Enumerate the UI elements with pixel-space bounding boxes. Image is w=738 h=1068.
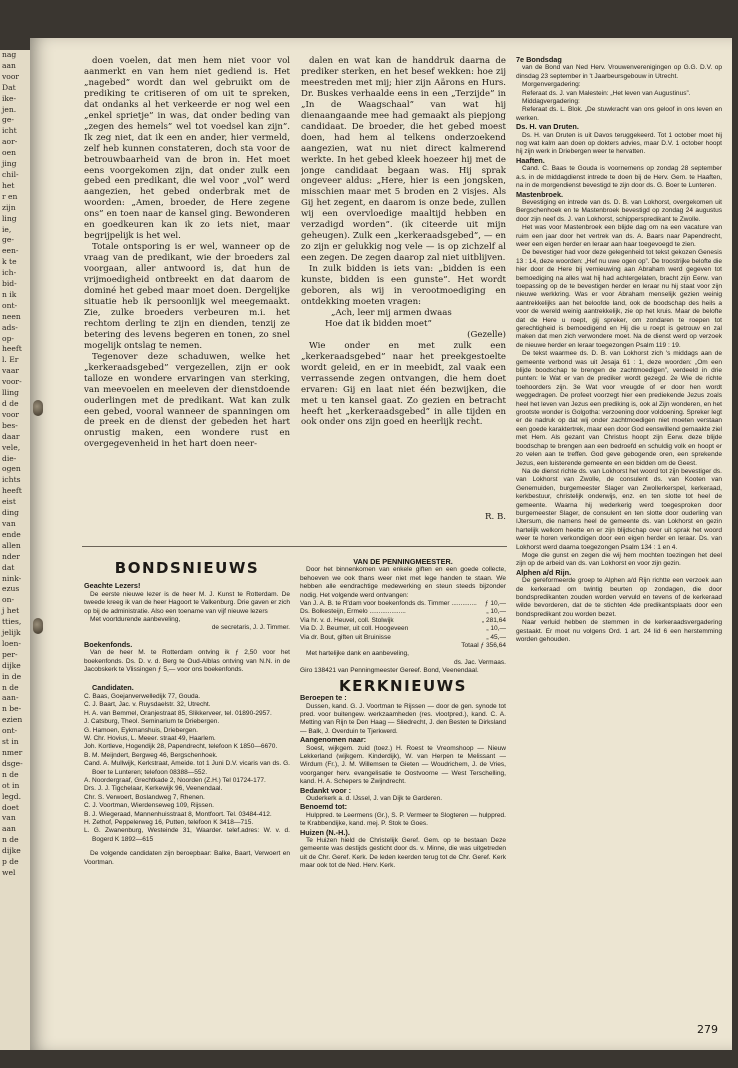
margin-fragment: on-	[2, 595, 15, 605]
margin-fragment: het	[2, 180, 15, 190]
huizen-heading: Huizen (N.-H.).	[300, 827, 350, 837]
news-text: Moge die gunst en zegen die wij hem mochten toezingen het deel zijn op de arbeid van ds. van Lokhorst en voor zijn gezin.	[516, 551, 722, 568]
margin-fragment: dijke	[2, 846, 21, 856]
margin-fragment: van	[2, 518, 16, 528]
candidate-entry: Drs. J. J. Tigchelaar, Kerkewijk 96, Veenendaal.	[84, 785, 223, 793]
candidate-entry: G. Hamoen, Eykmanshuis, Driebergen.	[84, 726, 198, 734]
article-paragraph: In zulk bidden is iets van: „bidden is een kunste, bidden is een gunste”. Het wordt geboren, als wij in verootmoediging en ontdekking moeten vragen:	[301, 264, 506, 307]
article-signature: R. B.	[485, 512, 506, 523]
margin-fragment: van	[2, 813, 16, 823]
greeting: Geachte Lezers!	[84, 581, 141, 591]
donations-list	[300, 600, 506, 642]
donation-amount: „ 10,—	[486, 608, 506, 616]
margin-fragment: bid-	[2, 279, 17, 289]
news-text: De gereformeerde groep te Alphen a/d Rijn richtte een verzoek aan de kerkeraad om twintig beurten op zondagen, die door bondspredikanten zouden worden vervuld en tevens of de kerkeraad wilde bevorderen, dat de te stichten 4de predikantsplaats door een bondspredikant zou worden bezet.	[516, 577, 722, 618]
candidaten-closing: De volgende candidaten zijn beroepbaar: Balke, Baart, Verwoert en Voortman.	[84, 850, 290, 866]
margin-fragment: icht	[2, 126, 17, 136]
candidate-entry: C. J. Baart, Jac. v. Ruysdaelstr. 32, Utrecht.	[84, 701, 211, 709]
margin-fragment: daar	[2, 431, 20, 441]
margin-fragment: eist	[2, 497, 16, 507]
margin-fragment: d de	[2, 399, 19, 408]
margin-fragment: bes-	[2, 420, 18, 430]
aangenomen-heading: Aangenomen naar:	[300, 735, 367, 745]
news-text: Referaat ds. L. Blok. „De stuwkracht van ons geloof in ons leven en werken.	[516, 106, 722, 122]
article-paragraph: Wie onder en met zulk een „kerkeraadsgebed” naar het preekgestoelte wordt geleid, en er in meebidt, zal vaak een verrassende zegen ontvangen, die hem doet ervaren: Gij en laat niet één bezwijken, die met u ten kansel gaat. Zo gezien en betracht heeft het „kerkeraadsgebed” in alle tijden en ook onder ons zijn goed en heerlijk recht.	[301, 340, 506, 428]
donation-label: Via hr. v. d. Heuvel, coll. Stolwijk	[300, 616, 394, 624]
margin-fragment: ont-	[2, 726, 18, 736]
margin-fragment: Dat	[2, 82, 16, 92]
margin-fragment: jen.	[2, 104, 17, 114]
candidate-entry: Joh. Kortleve, Hogendijk 28, Papendrecht, telefoon K 1850—6670.	[84, 743, 278, 751]
poem-source: (Gezelle)	[467, 329, 506, 340]
previous-page-margin	[0, 50, 30, 1050]
donation-label: Ds. Bolkesteijn, Ermelo ....................	[300, 608, 406, 616]
candidate-entry: A. Noordergraaf, Grechtkade 2, Noorden (Z.H.) Tel 01724-177.	[84, 776, 266, 784]
intro-text: De eerste nieuwe lezer is de heer M. J. Kunst te Rotterdam. De tweede kreeg ik van de heer Hagoort te Valkenburg. Drie gaven er zich op bij de administratie. Also een toename van vijf nieuwe lezers	[84, 590, 290, 615]
donation-label: Via dr. Bout, giften uit Bruinisse	[300, 633, 391, 641]
margin-fragment: ezus	[2, 584, 20, 594]
candidate-entry: L. G. Zwanenburg, Westeinde 31, Waarder. telef.adres: W. v. d. Bogerd K 1892—615	[84, 827, 290, 843]
margin-fragment: ichts	[2, 475, 21, 485]
beroepen-text: Dussen, kand. G. J. Voortman te Rijssen — door de gen. synode tot pred. voor buitengew. werkzaamheden (res. vlootpred.), kand. C. A. Metting van Rijn te Den Haag — Sliedrecht, J. den Besten te Dirksland — Balk, J. Overduin te Tjerkwerd.	[300, 702, 506, 735]
penning-heading: VAN DE PENNINGMEESTER.	[353, 558, 453, 566]
margin-fragment: neen	[2, 311, 21, 321]
margin-fragment: n be-	[2, 704, 22, 714]
penning-total: Totaal ƒ 356,64	[461, 642, 506, 650]
recommend-text: Met voortdurende aanbeveling,	[90, 616, 181, 624]
margin-fragment: allen	[2, 540, 21, 550]
donation-row	[300, 617, 506, 625]
margin-fragment: heeft	[2, 344, 22, 354]
news-heading: Alphen a/d Rijn.	[516, 567, 572, 577]
margin-fragment: ike-	[2, 93, 17, 103]
candidate-entry: C. J. Voortman, Wierdenseweg 109, Rijssen.	[84, 802, 214, 810]
margin-fragment: k te	[2, 257, 17, 267]
penning-intro: Door het binnenkomen van enkele giften en een goede collecte, behoeven we ook thans weer niet met lege handen te staan. We hebben alle eendrachtige medewerking en steun steeds bijzonder nodig. Het volgende werd ontvangen:	[300, 566, 506, 599]
margin-fragment: voor	[2, 409, 20, 419]
beroepen-heading: Beroepen te :	[300, 693, 347, 703]
margin-fragment: chil-	[2, 169, 19, 179]
news-text: Middagvergadering:	[522, 98, 580, 106]
article-paragraph: „Ach, leer mij armen dwaas	[331, 307, 452, 318]
margin-fragment: n de	[2, 682, 19, 692]
kerknieuws-heading: KERKNIEUWS	[339, 676, 467, 695]
donation-amount: „ 281,64	[481, 616, 506, 624]
benoemd-text: Hulppred. te Leermens (Gr.), S. P. Vermeer te Slogteren — hulppred. te Krabbendijke, kand. mej. P. Stok te Goes.	[300, 811, 506, 828]
penning-kerk-column	[300, 558, 506, 1028]
news-heading: Ds. H. van Druten.	[516, 122, 579, 132]
candidate-entry: H. A. van Bemmel, Oranjestraat 85, Slikkerveer, tel. 01890-2957.	[84, 709, 272, 717]
news-text: De tekst waarmee ds. D. B. van Lokhorst zich 's middags aan de gemeente verbond was uit Jesaja 61 : 1, deze woorden: „Om een blijde boodschap te brengen de zachtmoedigen”, verdeeld in drie punten: le Wat er van de prediker wordt gezegd. 2e Wie de richte toehoorders zijn. 3e Wat voor vreugde of er door hen wordt weggedragen. De profeet voorzegt hier een prediekende Jezus zoals heel het leven van Jezus een prediking is, ook al Zijn wonderen, en het grootste wonder is Golgotha: verzoening door voldoening. Spreker legt er de nadruk op dat wij onder zachtmoedigen niet moeten verstaan een goede karaktertrek, maar een door God eenswillend gemaakte ziel met Hem. Als gezant van Christus hoopt zijn Eerw. deze blijde boodschap te brengen aan een bedroefd en schuldig volk en hoopt er zo velen aan te treffen. God geve gebogende oren, een sprekende Jezus, een luisterende gemeente en een bidden om de Geest.	[516, 350, 722, 467]
candidate-entry: B. M. Meijndert, Bergweg 46, Bergschenhoek.	[84, 751, 218, 759]
magazine-page	[30, 38, 732, 1050]
margin-fragment: aan	[2, 824, 16, 834]
donation-row	[300, 634, 506, 642]
margin-fragment: l. Er	[2, 355, 19, 365]
donation-row	[300, 625, 506, 633]
margin-fragment: ge-	[2, 235, 14, 245]
margin-fragment: per-	[2, 649, 18, 659]
margin-fragment: ende	[2, 529, 21, 539]
margin-fragment: st in	[2, 737, 19, 747]
candidate-entry: J. Catsburg, Theol. Seminarium te Driebergen.	[84, 718, 220, 726]
article-paragraph: Hoe dat ik bidden moet”	[325, 318, 432, 329]
news-text: Ds. H. van Druten is uit Davos teruggekeerd. Tot 1 october moet hij nog wat kalm aan doen op dokters advies, maar D.V. 1 october hoopt hij zijn werk in Driebergen weer te hervatten.	[516, 131, 722, 156]
margin-fragment: vele,	[2, 442, 21, 452]
news-text: Na de dienst richte ds. van Lokhorst het woord tot zijn bevestiger ds. van Lokhorst van Zwolle, de consulent ds. van Kooten van Genemuiden, burgemeester Slager van Zwollerkerspel, kerkeraad, kerkbestuur, christelijk onderwijs, enz. en ten slotte tot heel de gemeente. Waarna hij wederkerig werd toegesproken door burgemeester Slager, de consulent en ten slotte door ouderling van IJtersum, die namens heel de gemeente ds. van Lokhorst en gezin hartelijk welkom heette en er zijn blijdschap over uit sprak het woord weer te horen verkondigen door een eigen herder en leraar. Ds. van Lokhorst werd daarna toegezongen Psalm 134 : 1 en 4.	[516, 467, 722, 551]
news-text: De bevestiger had voor deze gelegenheid tot tekst gekozen Genesis 13 : 14, deze woorden: „Hef nu uwe ogen op”. De troostrijke belofte die hier door de Here bij vernieuwing aan Abraham werd gegeven tot bemoediging na alles wat hij had achtergelaten, bracht zijn Eerw. van toepassing op de te bevestigen herder en leraar nu hij staat voor zijn nieuwe werkkring. Was er voor Abraham menselijk gezien weinig aantrekkelijks aan het beloofde land, ook de boodschap des heils a voor de wereld weinig aantrekkelijk, zie op het kruis. Maar de belofte dat de Here u roept, gij spreker, om zondaren te roepen tot gerechtigheid is bemoedigend en Hij die u roept is getrouw en zal maken dat men zich verwondere moet. Na de dienst werd op verzoek de nieuwe herder en leraar toegezongen Psalm 119 : 19.	[516, 249, 722, 349]
margin-fragment: ads-	[2, 322, 18, 332]
margin-fragment: loen-	[2, 638, 21, 648]
donation-row	[300, 600, 506, 608]
margin-fragment: een-	[2, 246, 19, 256]
candidate-entry: C. Baas, Goejanverwelledijk 77, Gouda.	[84, 692, 201, 700]
margin-fragment: lling	[2, 388, 20, 398]
margin-fragment: ont-	[2, 300, 18, 310]
candidate-entry: W. Chr. Hovius, L. Meeer. straat 49, Haarlem.	[84, 734, 216, 742]
margin-fragment: ge-	[2, 115, 14, 125]
article-paragraph: dalen en wat kan de handdruk daarna de prediker sterken, en het besef wekken: hoe zij meestreden met mij; hier zijn Aärons en Hurs. Dr. Buskes verhaalde eens in een „Terzijde” in „In de Waagschaal” van wat hij dienaangaande mee had gemaakt als piepjong candidaat. De broeder, die het gebed moest doen, had hem al telkens onderzoekend aangezien, wat nu niet direct kalmerend werkte. In het gebed kleek hoezeer hij met de jonge candidaat begaan was. Hij sprak ongeveer aldus: „Here, hier is een jongsken, misschien maar met 5 broden en 2 visjes. Als Gij het zegent, en daarom is onze bede, zullen wij een overvloedige maaltijd hebben en verzadigd worden”. (ik citeerde uit mijn geheugen). Zulk een „kerkeraadsgebed”, — en zo zijn er gelukkig nog vele — is op zichzelf al een zegen. De zegen daarop zal niet uitblijven.	[301, 56, 506, 264]
news-text: Referaat ds. J. van Malestein: „Het leven van Augustinus”.	[522, 89, 691, 97]
margin-fragment: op-	[2, 333, 14, 343]
margin-fragment: j het	[2, 606, 20, 616]
donation-label: Via D. J. Beumer, uit coll. Hoogeveen	[300, 625, 409, 633]
penning-signer: ds. Jac. Vermaas.	[453, 658, 506, 666]
binder-ring	[33, 400, 43, 416]
news-text: van de Bond van Ned Herv. Vrouwenverenigingen op G.G. D.V. op dinsdag 23 september in 't Jaarbeursgebouw in Utrecht.	[516, 64, 722, 80]
article-paragraph: Totale ontsporing is er wel, wanneer op de vraag van de predikant, wie der broeders zal voorgaan, aller antwoord is, dat hun de vrijmoedigheid ontbreekt en dat daarom de dominé het gebed maar moet doen. Dergelijke situatie heb ik persoonlijk wel meegemaakt. Zie, zulke broeders verbeuren m.i. het rechtom derling te zijn en dienden, tenzij ze betering des levens begeren en tonen, zo snel mogelijk ontslag te nemen.	[84, 242, 290, 351]
margin-fragment: ding	[2, 508, 20, 518]
donation-amount: „ 10,—	[486, 625, 506, 633]
margin-fragment: dat	[2, 562, 15, 572]
penning-thanks: Met hartelijke dank en aanbeveling,	[306, 650, 409, 658]
margin-fragment: ich-	[2, 268, 17, 278]
margin-fragment: legd.	[2, 791, 22, 801]
margin-fragment: aor-	[2, 137, 18, 147]
bondsnieuws-column	[84, 558, 290, 1028]
margin-fragment: n ik	[2, 289, 17, 299]
section-divider	[82, 546, 507, 547]
news-text: Cand. C. Baas te Gouda is voornemens op zondag 28 september a.s. in de middagdienst intrede te doen bij de Herv. Gem. te Haaften, na in de morgendienst bevestigd te zijn door ds. G. Boer te Lunteren.	[516, 165, 722, 190]
huizen-text: Te Huizen hield de Christelijk Geref. Gem. op te bestaan Deze gemeente was destijds gesticht door ds. v. Minne, die was uitgetreden uit de Chr. Geref. Kerk. De leden keerden terug tot de Chr. Geref. Kerk maar ook tot de Ned. Herv. Kerk.	[300, 837, 506, 870]
margin-fragment: jelijk	[2, 628, 21, 638]
margin-fragment: ling	[2, 213, 17, 223]
candidate-entry: H. Zethof, Peppelerweg 16, Putten, telefoon K 3418—715.	[84, 818, 254, 826]
bondsnieuws-heading: BONDSNIEUWS	[114, 559, 260, 577]
margin-fragment: doet	[2, 802, 19, 812]
benoemd-heading: Benoemd tot:	[300, 802, 348, 812]
article-paragraph: doen voelen, dat men hem niet voor vol aanmerkt en van hem niet gediend is. Het „nagebed” wordt dan wel gebruikt om de prediking te critiseren of om uit te spreken, dat ondanks al het verkeerde er nog wel een „enkel sprietje” in was, dat onder beding van „zegen des hemels” wel tot voedsel kan zijn”. Ik zeg niet, dat ik een en ander, hier vermeld, zelf heb kunnen constateren, doch sta voor de betrouwbaarheid van de bron in. Het moet eens voorgekomen zijn, dat onder zulk een gebed een predikant, die wel voor „vol” werd aangezien, het gebed onderbrak met de woorden: „Amen, broeder, de Here zegene ons” en toen naar de kansel ging. Bewonderen en goedkeuren kan ik zo iets niet, maar begrijpelijk is het wel.	[84, 56, 290, 242]
donation-amount: ƒ 10,—	[484, 600, 506, 608]
margin-fragment: r en	[2, 191, 18, 201]
margin-fragment: ogen	[2, 464, 21, 474]
margin-fragment: nmer	[2, 748, 23, 757]
margin-fragment: dsge-	[2, 758, 23, 768]
secretary-signature: de secretaris, J. J. Timmer.	[211, 624, 290, 632]
margin-fragment: heeft	[2, 486, 22, 496]
margin-fragment: tties,	[2, 617, 22, 627]
donation-label: Van J. A. B. te R'dam voor boekenfonds ds. Timmer ..............	[300, 600, 477, 608]
margin-fragment: p de	[2, 857, 19, 867]
penning-giro: Giro 138421 van Penningmeester Gereef. Bond, Veenendaal.	[300, 667, 479, 675]
news-text: Morgenvergadering:	[522, 81, 581, 89]
donation-amount: „ 45,—	[486, 633, 506, 641]
column-2-article	[301, 56, 506, 541]
margin-fragment: wel	[2, 867, 16, 877]
news-heading: 7e Bondsdag	[516, 56, 562, 64]
margin-fragment: nag	[2, 50, 17, 59]
column-1-article	[84, 56, 290, 541]
margin-fragment: n de	[2, 835, 19, 845]
donation-row	[300, 608, 506, 616]
margin-fragment: nder	[2, 551, 20, 561]
bedankt-text: Ouderkerk a. d. IJssel, J. van Dijk te Garderen.	[306, 794, 443, 802]
news-heading: Haaften.	[516, 155, 545, 165]
margin-fragment: jing	[2, 159, 17, 169]
margin-fragment: dijke	[2, 660, 21, 670]
margin-fragment: ie,	[2, 224, 12, 234]
column-4-news	[516, 56, 722, 1031]
margin-fragment: ezien	[2, 715, 23, 725]
binder-ring	[33, 618, 43, 634]
article-paragraph: Tegenover deze schaduwen, welke het „kerkeraadsgebed” vergezellen, zijn er ook talloze en wondere ervaringen van sterking, van meevoelen en meeleven der dienstdoende ouderlingen met de predikant. Wat kan zulk een gebed, vooral wanneer de spanningen om de preek en de dienst der gebeden het hart onrustig maken, een wondere rust en overgegevenheid in het hart doen neer-	[84, 351, 290, 450]
margin-fragment: n de	[2, 769, 19, 779]
news-heading: Mastenbroek.	[516, 189, 564, 199]
margin-fragment: die-	[2, 453, 17, 463]
news-text: Bevestiging en intrede van ds. D. B. van Lokhorst, overgekomen uit Bergschenhoek en te Mastenbroek bevestigd op zondag 24 augustus door zijn neef ds. J. van Lokhorst, schipperspredikant te Zwolle.	[516, 198, 722, 223]
news-text: Het was voor Mastenbroek een blijde dag om na een vacature van ruim een jaar door het vertrek van ds. A. Baars naar Papendrecht, weer een eigen herder en leraar aan haar toegevoegd te zien.	[516, 224, 722, 248]
margin-fragment: oen	[2, 148, 16, 158]
margin-fragment: voor-	[2, 377, 22, 387]
margin-fragment: zijn	[2, 202, 16, 212]
candidaten-heading: Candidaten.	[92, 683, 134, 693]
candidate-entry: Cand. A. Mullwijk, Kerkstraat, Ameide. tot 1 Juni D.V. vicaris van ds. G. Boer te Lunteren; telefoon 08388—552.	[84, 760, 290, 776]
margin-fragment: voor	[2, 71, 20, 81]
candidate-entry: Chr. S. Verwoert, Boslandweg 7, Rhenen.	[84, 793, 205, 801]
margin-fragment: nink-	[2, 573, 22, 583]
margin-fragment: aan	[2, 60, 16, 70]
aangenomen-text: Soest, wijkgem. zuid (toez.) H. Roest te Vreomshoop — Nieuw Lekkerland (wijkgem. Kinderdijk), W. van Herpen te Melissant — Wirdum (Fr.), J. M. Willemsen te Gieten — Woudrichem, J. de Vries, voorganger herv. evangelisatie te Oostvoorne — West Terschelling, kand. H. A. Schepers te Zwijndrecht.	[300, 744, 506, 786]
candidaten-list	[84, 693, 290, 844]
boekenfonds-heading: Boekenfonds.	[84, 639, 133, 649]
margin-fragment: in de	[2, 671, 22, 681]
page-number: 279	[697, 1023, 718, 1036]
candidate-entry: B. J. Wiegeraad, Mannenhuisstraat 8, Montfoort. Tel. 03484-412.	[84, 810, 272, 818]
news-text: Naar verluid hebben de stemmen in de kerkeraadsvergadering gestaakt. Er moet nu volgens Ord. 1 art. 24 lid 6 een herstemming worden gehouden.	[516, 619, 722, 644]
margin-fragment: ot in	[2, 780, 20, 790]
bedankt-heading: Bedankt voor :	[300, 785, 352, 795]
boekenfonds-text: Van de heer M. te Rotterdam ontving ik ƒ 2,50 voor het boekenfonds. Ds. D. v. d. Berg te Oud-Alblas ontving van N.N. in de Jacobskerk te Vlissingen ƒ 5,— voor ons boekenfonds.	[84, 649, 290, 674]
margin-fragment: aan-	[2, 693, 19, 703]
margin-fragment: vaar	[2, 366, 19, 376]
